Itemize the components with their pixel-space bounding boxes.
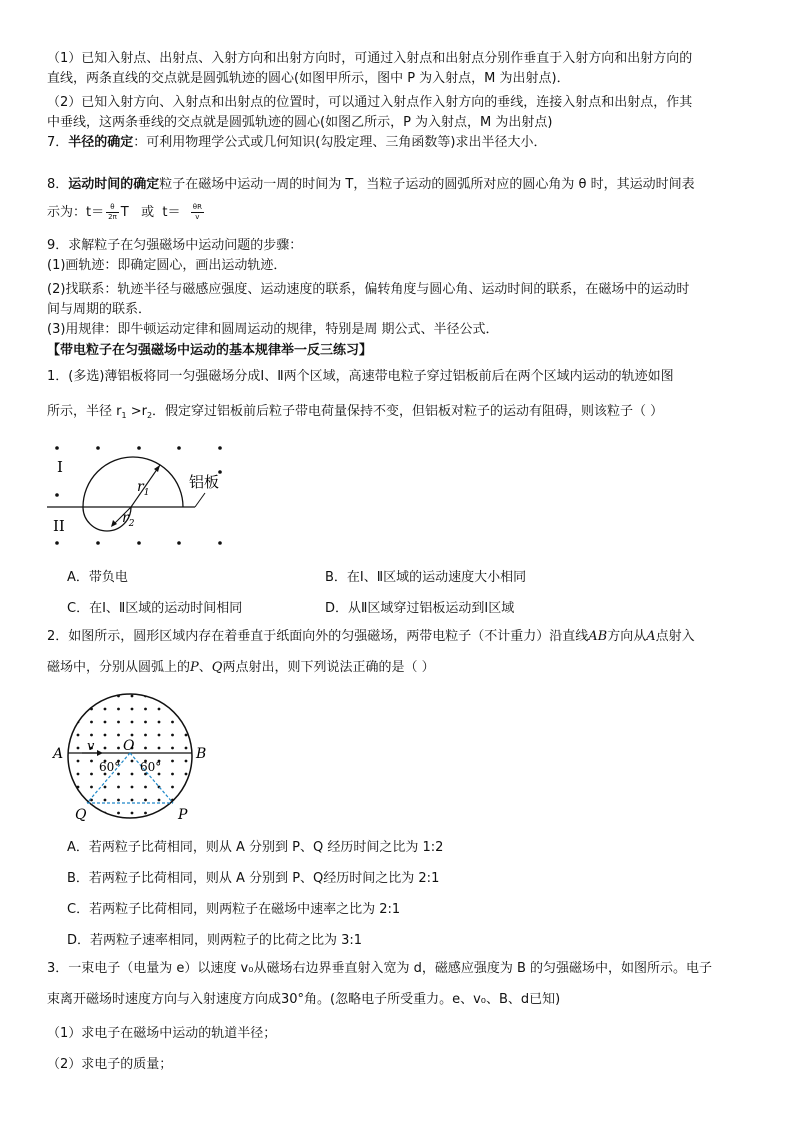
- q2-text-a: 2．如图所示，圆形区域内存在着垂直于纸面向外的匀强磁场，两带电粒子（不计重力）沿直线: [47, 629, 589, 644]
- item-9-title: 9．求解粒子在匀强磁场中运动问题的步骤：: [47, 238, 303, 253]
- q2-text-b: 方向从: [607, 629, 647, 644]
- fraction-thetaR-over-v: $\frac{\theta R}{v}$: [192, 203, 202, 221]
- q2-text-e: 两点射出，则下列说法正确的是（ ）: [222, 660, 435, 675]
- radius-r1-arrow: [131, 465, 160, 507]
- magnetic-field-dots: [45, 690, 215, 822]
- q1-line2: [47, 403, 663, 425]
- q1-option-c[interactable]: C．在Ⅰ、Ⅱ区域的运动时间相同: [67, 601, 243, 616]
- item-8-formula-prefix: 示为：t＝: [47, 205, 105, 220]
- q2-option-c[interactable]: C．若两粒子比荷相同，则两粒子在磁场中速率之比为 2:1: [67, 902, 401, 917]
- q2-point-q: Q: [211, 660, 223, 675]
- arrowhead-icon: [154, 465, 160, 472]
- formula-T: T: [120, 205, 129, 220]
- label-p: P: [178, 807, 188, 822]
- q2-option-b[interactable]: B．若两粒子比荷相同，则从 A 分别到 P、Q经历时间之比为 2:1: [67, 871, 440, 886]
- fraction-theta-over-2pi: $\frac{\theta}{2\pi}$: [108, 203, 117, 221]
- label-o: O: [123, 738, 135, 754]
- item-7-title: 半径的确定: [68, 135, 134, 150]
- label-v: v: [87, 739, 95, 754]
- item-7-text: ：可利用物理学公式或几何知识(勾股定理、三角函数等)求出半径大小．: [133, 135, 547, 150]
- q1-option-a[interactable]: A．带负电: [67, 570, 128, 585]
- plate-label-leader: [195, 493, 205, 507]
- item-9-step1: (1)画轨迹：即确定圆心，画出运动轨迹．: [47, 258, 287, 273]
- item-7: [47, 134, 546, 152]
- q3-sub2: （2）求电子的质量；: [47, 1057, 173, 1072]
- q2-option-d[interactable]: D．若两粒子速率相同，则两粒子的比荷之比为 3:1: [67, 933, 363, 948]
- angle-label-right: 60°: [140, 760, 162, 774]
- q2-point-p: P: [190, 660, 199, 675]
- q3-sub1: （1）求电子在磁场中运动的轨道半径；: [47, 1026, 277, 1041]
- q1-figure: [47, 436, 237, 551]
- formula-or: 或: [141, 205, 155, 220]
- arrowhead-icon: [111, 520, 117, 527]
- label-b: B: [196, 746, 207, 762]
- q1-line1: 1．(多选)薄铝板将同一匀强磁场分成Ⅰ、Ⅱ两个区域，高速带电粒子穿过铝板前后在两个区域内运动的轨迹如图: [47, 369, 674, 384]
- intro-p1-line2: 直线，两条直线的交点就是圆弧轨迹的圆心(如图甲所示，图中 P 为入射点，M 为出射点)．: [47, 71, 570, 86]
- q1-option-d[interactable]: D．从Ⅱ区域穿过铝板运动到Ⅰ区域: [325, 601, 515, 616]
- q2-text-c: 点射入: [655, 629, 695, 644]
- angle-label-left: 60°: [99, 760, 121, 774]
- item-8-title: 运动时间的确定: [68, 177, 160, 192]
- q1-sub-2: 2: [146, 411, 153, 420]
- q2-point-a: A: [646, 629, 656, 644]
- q1-sub-1: 1: [121, 411, 127, 420]
- item-9-step2-line1: (2)找联系：轨迹半径与磁感应强度、运动速度的联系，偏转角度与圆心角、运动时间的联系，在磁场中的运动时: [47, 282, 690, 297]
- intro-p1-line1: （1）已知入射点、出射点、入射方向和出射方向时，可通过入射点和出射点分别作垂直于入射方向和出射方向的: [47, 51, 693, 66]
- item-9-step2-line2: 间与周期的联系．: [47, 302, 152, 317]
- region-II-label: II: [53, 517, 65, 535]
- item-8-text: 粒子在磁场中运动一周的时间为 T，当粒子运动的圆弧所对应的圆心角为 θ 时，其运动时间表: [159, 177, 695, 192]
- intro-p2-line2: 中垂线，这两条垂线的交点就是圆弧轨迹的圆心(如图乙所示，P 为入射点，M 为出射点): [47, 115, 553, 130]
- q1-text-a: 所示，半径 r: [47, 404, 122, 419]
- aluminum-plate-label: 铝板: [189, 473, 220, 491]
- q3-line1: 3．一束电子（电量为 e）以速度 v₀从磁场右边界垂直射入宽为 d，磁感应强度为 B 的匀强磁场中，如图所示。电子: [47, 961, 713, 976]
- q2-sep: 、: [198, 660, 212, 675]
- item-8-line1: [47, 176, 695, 194]
- item-8-label: 8．: [47, 177, 69, 192]
- r1-label: $r_1$: [137, 479, 150, 498]
- q2-line-ab: AB: [588, 629, 608, 644]
- q1-text-c: ．假定穿过铝板前后粒子带电荷量保持不变，但铝板对粒子的运动有阻碍，则该粒子（ ）: [152, 404, 664, 419]
- q1-option-b[interactable]: B．在Ⅰ、Ⅱ区域的运动速度大小相同: [325, 570, 527, 585]
- q1-text-b: >r: [126, 404, 147, 419]
- q2-line2: [47, 659, 435, 677]
- item-8-line2: [47, 202, 206, 224]
- q2-line1: [47, 628, 695, 646]
- q2-text-d: 磁场中，分别从圆弧上的: [47, 660, 191, 675]
- q2-figure: [45, 690, 215, 822]
- section-title: 【带电粒子在匀强磁场中运动的基本规律举一反三练习】: [47, 343, 373, 358]
- q3-line2: 束离开磁场时速度方向与入射速度方向成30°角。(忽略电子所受重力。e、v₀、B、d已知): [47, 992, 561, 1007]
- region-I-label: I: [57, 458, 63, 476]
- label-q: Q: [75, 807, 87, 822]
- r2-label: $r_2$: [122, 510, 135, 529]
- item-7-label: 7．: [47, 135, 69, 150]
- item-9-step3: (3)用规律：即牛顿运动定律和圆周运动的规律，特别是周 期公式、半径公式．: [47, 322, 499, 337]
- intro-p2-line1: （2）已知入射方向、入射点和出射点的位置时，可以通过入射点作入射方向的垂线，连接入射点和出射点，作其: [47, 95, 693, 110]
- trajectory-arc-1: [83, 457, 183, 507]
- label-a: A: [53, 746, 64, 762]
- formula-t-eq: t＝: [162, 205, 181, 220]
- q2-option-a[interactable]: A．若两粒子比荷相同，则从 A 分别到 P、Q 经历时间之比为 1:2: [67, 840, 444, 855]
